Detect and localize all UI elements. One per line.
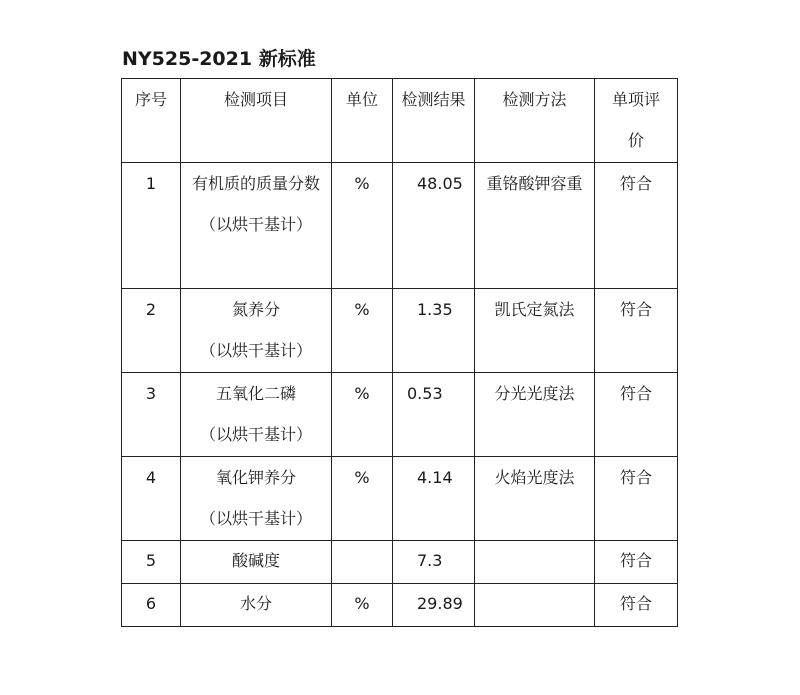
cell-no: 3 <box>122 373 181 457</box>
header-unit: 单位 <box>332 79 393 163</box>
table-row <box>122 457 678 541</box>
cell-item: 氧化钾养分 （以烘干基计） <box>181 457 332 541</box>
header-method: 检测方法 <box>475 79 595 163</box>
cell-evaluation: 符合 <box>595 541 678 584</box>
cell-result: 1.35 <box>393 289 475 373</box>
cell-method <box>475 541 595 584</box>
cell-no: 1 <box>122 163 181 289</box>
cell-no: 5 <box>122 541 181 584</box>
cell-result: 29.89 <box>393 584 475 627</box>
table-row <box>122 289 678 373</box>
cell-evaluation: 符合 <box>595 457 678 541</box>
cell-item: 五氧化二磷 （以烘干基计） <box>181 373 332 457</box>
cell-evaluation: 符合 <box>595 584 678 627</box>
header-no: 序号 <box>122 79 181 163</box>
table-row <box>122 373 678 457</box>
cell-method: 分光光度法 <box>475 373 595 457</box>
cell-evaluation: 符合 <box>595 373 678 457</box>
cell-result: 4.14 <box>393 457 475 541</box>
header-evaluation: 单项评价 <box>595 79 678 163</box>
cell-unit: % <box>332 373 393 457</box>
cell-unit <box>332 541 393 584</box>
cell-no: 2 <box>122 289 181 373</box>
cell-result: 0.53 <box>393 373 475 457</box>
cell-item: 水分 <box>181 584 332 627</box>
cell-unit: % <box>332 163 393 289</box>
table-row <box>122 163 678 289</box>
cell-unit: % <box>332 289 393 373</box>
table-row <box>122 584 678 627</box>
header-item: 检测项目 <box>181 79 332 163</box>
cell-method: 凯氏定氮法 <box>475 289 595 373</box>
cell-no: 4 <box>122 457 181 541</box>
cell-method: 火焰光度法 <box>475 457 595 541</box>
cell-result: 7.3 <box>393 541 475 584</box>
test-results-table <box>121 78 678 627</box>
cell-item: 有机质的质量分数（以烘干基计） <box>181 163 332 289</box>
cell-item: 酸碱度 <box>181 541 332 584</box>
table-header-row <box>122 79 678 163</box>
cell-method <box>475 584 595 627</box>
cell-unit: % <box>332 457 393 541</box>
cell-result: 48.05 <box>393 163 475 289</box>
cell-item: 氮养分 （以烘干基计） <box>181 289 332 373</box>
cell-evaluation: 符合 <box>595 163 678 289</box>
cell-evaluation: 符合 <box>595 289 678 373</box>
cell-no: 6 <box>122 584 181 627</box>
table-row <box>122 541 678 584</box>
header-result: 检测结果 <box>393 79 475 163</box>
document-title: NY525-2021 新标准 <box>122 48 316 70</box>
cell-method: 重铬酸钾容重 <box>475 163 595 289</box>
cell-unit: % <box>332 584 393 627</box>
